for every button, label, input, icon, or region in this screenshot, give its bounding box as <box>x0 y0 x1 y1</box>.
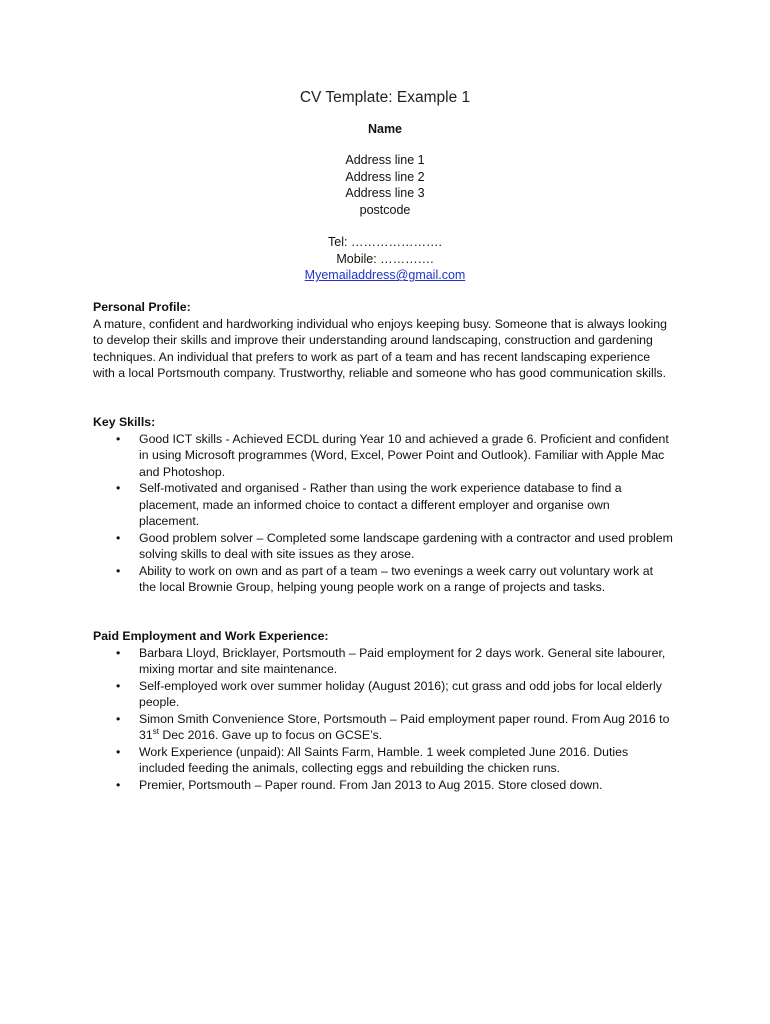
bullet-icon: • <box>116 481 121 496</box>
email-link[interactable]: Myemailaddress@gmail.com <box>304 268 466 283</box>
key-skills-heading: Key Skills: <box>93 415 156 429</box>
bullet-icon: • <box>116 777 121 792</box>
address-line-2: Address line 2 <box>345 169 425 184</box>
bullet-icon: • <box>116 563 121 578</box>
skill-text: Self-motivated and organised - Rather than using the work experience database to find a placement, made an informed choice to contact a different employer and organise own placement. <box>139 481 622 529</box>
bullet-icon: • <box>116 431 121 446</box>
employment-heading: Paid Employment and Work Experience: <box>93 629 329 643</box>
mobile: Mobile: …………. <box>336 251 434 266</box>
skill-text: Good ICT skills - Achieved ECDL during Year 10 and achieved a grade 6. Proficient and confident in using Microsoft programmes (Word, Excel, Power Point and Outlook). Familiar with Apple Mac and Photoshop. <box>139 431 669 479</box>
list-item <box>93 678 673 711</box>
skill-text: Good problem solver – Completed some landscape gardening with a contractor and used problem solving skills to deal with site issues as they arose. <box>139 530 673 562</box>
list-item <box>93 645 673 678</box>
employment-list <box>93 645 673 794</box>
bullet-icon: • <box>116 744 121 759</box>
address-block <box>0 152 770 218</box>
list-item <box>93 431 673 481</box>
employment-text: Premier, Portsmouth – Paper round. From Jan 2013 to Aug 2015. Store closed down. <box>139 777 603 792</box>
postcode: postcode <box>359 202 411 217</box>
candidate-name: Name <box>367 122 403 136</box>
ordinal-suffix: st <box>152 727 159 737</box>
list-item <box>93 777 673 794</box>
skill-text: Ability to work on own and as part of a team – two evenings a week carry out voluntary work at the local Brownie Group, helping young people work on a range of projects and tasks. <box>139 563 653 595</box>
employment-text-part: Dec 2016. Gave up to focus on GCSE’s. <box>158 728 383 743</box>
key-skills-list <box>93 431 673 596</box>
employment-text: Barbara Lloyd, Bricklayer, Portsmouth – Paid employment for 2 days work. General site labourer, mixing mortar and site maintenance. <box>139 645 666 677</box>
document-title: CV Template: Example 1 <box>299 89 471 106</box>
list-item <box>93 530 673 563</box>
employment-text <box>139 712 669 743</box>
key-skills-section <box>93 414 673 596</box>
employment-text-part: Simon Smith Convenience Store, Portsmouth – Paid employment paper round. From Aug 2016 to 31 <box>139 711 670 743</box>
telephone: Tel: …………………. <box>328 235 442 249</box>
address-line-3: Address line 3 <box>345 186 425 201</box>
bullet-icon: • <box>116 711 121 726</box>
address-line-1: Address line 1 <box>345 153 425 167</box>
personal-profile-text: A mature, confident and hardworking individual who enjoys keeping busy. Someone that is always looking to develop their skills and improve their understanding around landscaping, construction and gardening techniques. An individual that prefers to work as part of a team and has recent landscaping experience with a local Portsmouth company. Trustworthy, reliable and someone who has good communication skills. <box>93 316 667 381</box>
bullet-icon: • <box>116 678 121 693</box>
list-item <box>93 711 673 744</box>
bullet-icon: • <box>116 530 121 545</box>
list-item <box>93 744 673 777</box>
list-item <box>93 563 673 596</box>
list-item <box>93 480 673 530</box>
contact-block <box>0 234 770 284</box>
employment-text: Work Experience (unpaid): All Saints Farm, Hamble. 1 week completed June 2016. Duties included feeding the animals, collecting eggs and rebuilding the chicken runs. <box>139 744 629 776</box>
employment-text: Self-employed work over summer holiday (August 2016); cut grass and odd jobs for local elderly people. <box>139 678 662 710</box>
personal-profile-heading: Personal Profile: <box>93 300 191 314</box>
employment-section <box>93 628 673 793</box>
bullet-icon: • <box>116 645 121 660</box>
personal-profile-section <box>93 299 673 382</box>
